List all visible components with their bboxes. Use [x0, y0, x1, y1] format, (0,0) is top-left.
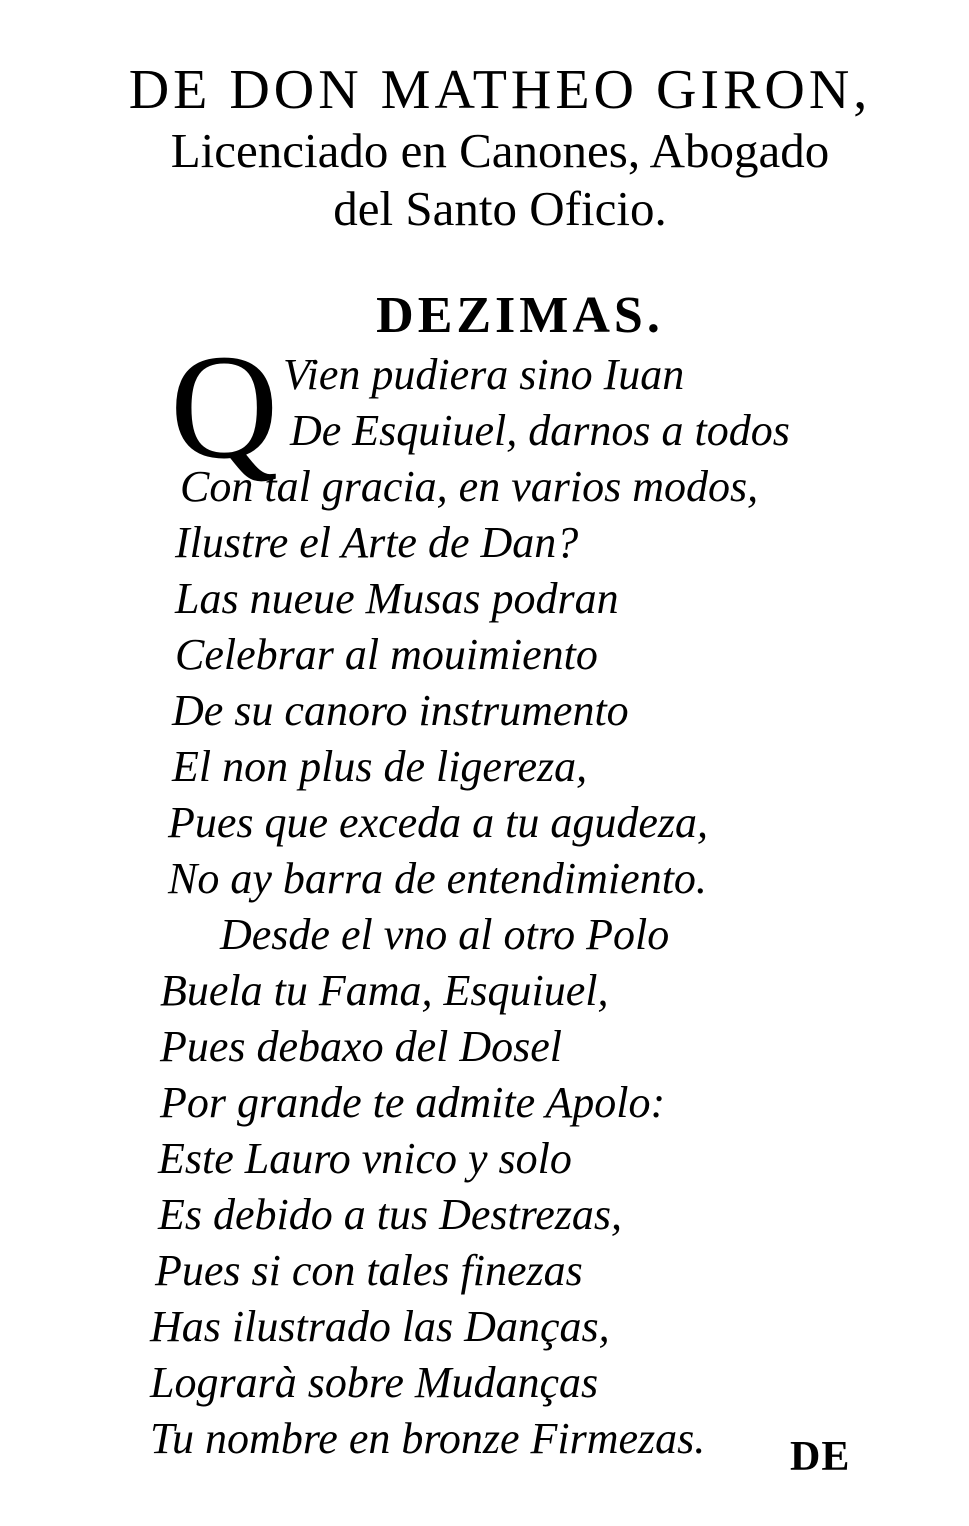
poem-line: Tu nombre en bronze Firmezas. [150, 1414, 706, 1463]
poem-line: Este Lauro vnico y solo [158, 1134, 572, 1183]
section-title: DEZIMAS. [376, 287, 664, 344]
poem-line: Has ilustrado las Danças, [150, 1302, 610, 1351]
poem-line: Pues debaxo del Dosel [160, 1022, 562, 1071]
poem-line: De Esquiuel, darnos a todos [290, 406, 790, 455]
poem-line: Por grande te admite Apolo: [160, 1078, 666, 1127]
poem-line: Vien pudiera sino Iuan [283, 350, 685, 399]
catchword: DE [790, 1434, 851, 1480]
drop-cap: Q [170, 324, 279, 490]
poem-line: Pues si con tales finezas [155, 1246, 583, 1295]
poem-line: Es debido a tus Destrezas, [158, 1190, 623, 1239]
author-heading: DE DON MATHEO GIRON, [128, 59, 872, 121]
poem-line: Ilustre el Arte de Dan? [175, 518, 579, 567]
poem-line: No ay barra de entendimiento. [168, 854, 707, 903]
poem-line: Pues que exceda a tu agudeza, [168, 798, 709, 847]
poem-line: Con tal gracia, en varios modos, [180, 462, 759, 511]
poem-line: Celebrar al mouimiento [175, 630, 598, 679]
poem-line: Desde el vno al otro Polo [220, 910, 670, 959]
poem-line: El non plus de ligereza, [172, 742, 588, 791]
poem-line: Lograrà sobre Mudanças [150, 1358, 599, 1407]
author-title-line: Licenciado en Canones, Abogado [170, 123, 830, 178]
poem-line: De su canoro instrumento [172, 686, 629, 735]
author-office-line: del Santo Oficio. [333, 181, 667, 236]
poem-line: Buela tu Fama, Esquiuel, [160, 966, 609, 1015]
poem-line: Las nueue Musas podran [175, 574, 619, 623]
